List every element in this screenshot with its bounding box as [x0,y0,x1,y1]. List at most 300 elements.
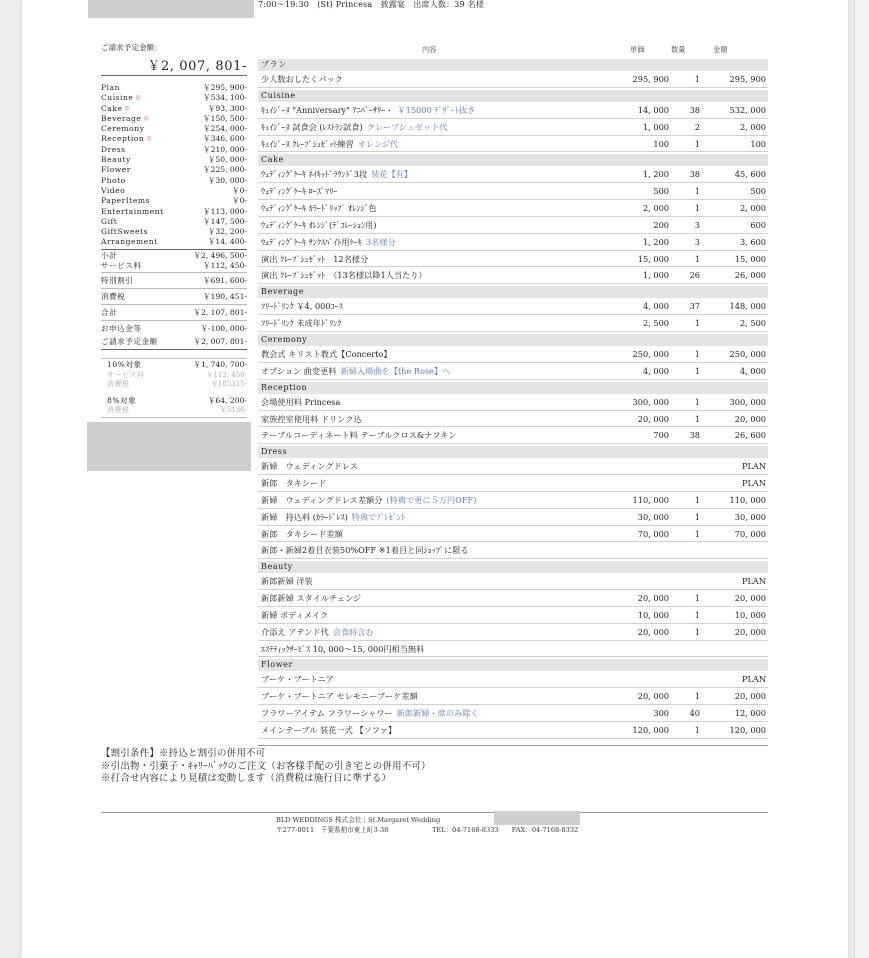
item-amount: 26, 600 [734,430,766,441]
item-qty: 38 [689,430,700,441]
item-qty: 1 [694,528,700,539]
table-row [258,573,768,590]
item-label: ブーケ・ブートニア セレモニーブーケ差額 [261,691,418,702]
item-amount: 110, 000 [729,494,766,505]
category-row [101,165,247,175]
item-label: 新郎新婦 スタイルチェンジ [261,593,362,604]
item-qty: 1 [694,725,700,735]
section-header: Beverage [258,286,768,298]
item-name [261,725,396,736]
item-label: 家族控室使用料 ドリンク込 [261,413,362,424]
table-row [258,671,768,688]
item-amount: 2, 000 [739,121,766,132]
item-label: 新婦 ウェディングドレス [261,461,358,472]
item-amount: PLAN [741,576,766,587]
item-name [261,349,392,360]
item-amount: 20, 000 [734,626,766,637]
item-name [261,512,405,523]
item-qty: 1 [694,413,700,424]
note-line: 【割引条件】※持込と割引の併用不可 [101,748,266,759]
item-price: 4, 000 [642,301,669,312]
item-price: 120, 000 [632,725,669,735]
redacted-area-top [88,0,254,18]
item-name [261,461,358,472]
item-label: オプション 曲変更料 [261,365,337,376]
table-row [258,315,768,332]
table-row [258,705,768,722]
table-row [258,526,768,543]
item-price: 30, 000 [637,511,669,522]
tax8-row: 8%対象 ￥64, 200- [107,395,247,405]
item-amount: 10, 000 [734,609,766,620]
category-row [101,83,247,93]
item-price: 1, 000 [642,270,669,281]
category-value: ￥346, 600- [203,134,247,144]
item-label: ｷｭｲｼﾞｰﾇ "Anniversary" ｱﾆﾊﾞｰｻﾘｰ・ [261,104,394,115]
divider [101,349,247,350]
item-qty: 1 [694,494,700,505]
item-name [261,318,341,329]
category-list [101,83,247,248]
category-row [101,237,247,247]
category-value: ￥295, 900- [203,83,247,92]
item-label: 介添え アテンド代 [261,626,329,637]
category-value: ￥150, 500- [203,113,247,123]
category-label: Cake [101,103,123,113]
item-label: テーブルコーディネート料 テーブルクロス&ナフキン [261,430,457,441]
category-value: ￥254, 000- [203,124,247,134]
item-amount: 100 [750,138,766,149]
item-amount: 148, 000 [729,301,766,312]
header-name: 内容 [422,45,437,54]
item-name [261,270,427,281]
tax-mark-icon: ◎ [124,104,130,112]
item-name [261,627,374,638]
category-label: Arrangement [101,237,158,247]
footer-divider [101,812,768,813]
item-qty: 37 [689,301,700,312]
item-qty: 1 [694,626,700,637]
item-label: 新郎新婦 洋装 [261,576,313,587]
note-line: ※打合せ内容により見積は変動します（消費税は施行日に準ずる） [101,773,392,785]
category-value: ￥14, 400- [207,237,247,247]
company-address: 〒277-0011 千葉県柏市東上町3-38 [276,825,389,834]
item-name [261,576,313,587]
sum-row: 合計 ￥2, 107, 801- [101,308,247,318]
item-note: 装花【有】 [371,169,413,180]
item-label: 少人数おしたくパック [261,74,343,84]
item-qty: 38 [689,169,700,180]
item-price: 250, 000 [632,348,669,359]
item-price: 700 [653,430,669,441]
table-row [258,641,768,658]
item-amount: PLAN [741,478,766,489]
item-amount: 532, 000 [729,104,766,115]
category-row [101,227,247,237]
category-label: Plan [101,83,120,92]
category-label: PaperItems [101,196,150,206]
tax-mark-icon: ◎ [146,135,152,143]
item-name [261,691,418,702]
item-amount: 2, 000 [739,203,766,214]
item-amount: 45, 600 [734,169,766,180]
header-qty: 数量 [671,45,686,54]
item-price: 10, 000 [637,609,669,620]
section-header: Dress [258,446,768,458]
company-footer [276,816,579,835]
note-line: ※引出物・引菓子・ｷｬﾘｰﾊﾞｯｸのご注文（お客様手配の引き宅との併用不可） [101,760,431,772]
item-qty: 38 [689,104,700,115]
item-label: ｳｪﾃﾞｨﾝｸﾞｹｰｷ ﾛｰｽﾞﾏﾘｰ [261,186,338,197]
conditions-notes [101,748,431,786]
header-amount: 金額 [713,45,728,54]
table-row [258,234,768,251]
table-row [258,267,768,284]
item-qty: 1 [694,203,700,214]
item-note: (特典で更に５万円OFF) [386,494,477,505]
category-row [101,176,247,186]
table-row [258,251,768,268]
item-label: ｳｪﾃﾞｨﾝｸﾞｹｰｷ ﾈｲｷｯﾄﾞﾗｳﾝﾄﾞ3段 [261,169,368,180]
item-name [261,545,469,556]
item-amount: 15, 000 [734,253,766,264]
category-row [101,104,247,114]
estimate-table [258,42,768,746]
item-price: 70, 000 [637,528,669,539]
table-row [258,475,768,492]
item-price: 14, 000 [637,104,669,115]
section-header: Flower [258,659,768,671]
item-price: 20, 000 [637,593,669,604]
billing-summary [101,42,247,419]
table-end-rule [258,745,768,746]
item-qty: 1 [694,348,700,359]
item-price: 110, 000 [632,494,669,505]
item-name [261,644,424,655]
item-name [261,366,450,377]
divider [101,272,247,273]
table-row [258,346,768,363]
section-header: Ceremony [258,334,768,346]
tax10-tax-row: 消費税 ￥185315- [107,380,247,389]
item-name [261,593,361,604]
item-label: ｳｪﾃﾞｨﾝｸﾞｹｰｷ ｻﾝｸｽﾊﾞｲﾄ用ｹｰｷ [261,236,362,247]
item-price: 200 [653,219,669,230]
item-qty: 1 [694,138,700,149]
item-amount: 250, 000 [729,348,766,359]
item-name [261,610,328,621]
item-label: 新婦 持込料 (ｶﾗｰﾄﾞﾚｽ) [261,511,348,522]
category-row [101,93,247,103]
section-header: Cake [258,154,768,166]
item-amount: 20, 000 [734,691,766,702]
table-row [258,542,768,559]
item-price: 20, 000 [637,626,669,637]
category-row [101,145,247,155]
item-name [261,674,334,685]
item-note: 3名様分 [365,236,396,247]
category-value: ￥147, 500- [203,216,247,226]
item-qty: 1 [694,186,700,197]
tax8-tax-row: 消費税 ￥5136- [107,406,247,415]
item-amount: 2, 500 [739,318,766,329]
item-label: ｳｪﾃﾞｨﾝｸﾞｹｰｷ ｶﾗｰﾄﾞﾘｯﾌﾟ ｵﾚﾝｼﾞ色 [261,203,377,214]
item-label: ｴｽﾃﾃｨｯｸｻｰﾋﾞｽ 10, 000〜15, 000円相当無料 [261,643,425,654]
redacted-area-footer [494,811,580,825]
category-label: Reception [101,134,145,144]
category-label: Gift [101,216,118,226]
item-qty: 2 [694,121,700,132]
item-label: フラワーアイテム フラワーシャワー [261,708,393,719]
service-row: サービス料 ￥112, 450- [101,261,247,271]
item-note: クレープシュゼット代 [366,121,448,132]
item-label: ﾌﾘｰﾄﾞﾘﾝｸ 未成年ﾄﾞﾘﾝｸ [261,318,342,329]
item-qty: 1 [694,609,700,620]
item-price: 100 [653,138,669,149]
item-name [261,237,396,248]
category-label: Ceremony [101,124,145,134]
item-price: 20, 000 [637,413,669,424]
item-price: 300, 000 [632,396,669,407]
item-amount: 26, 000 [734,270,766,281]
table-row [258,509,768,526]
category-label: Flower [101,165,131,175]
category-row [101,124,247,134]
item-label: ｷｭｲｼﾞｰﾇ 試食会 (ﾚｽﾄﾗﾝ試食) [261,121,363,132]
table-row [258,71,768,88]
item-name [261,203,377,214]
item-name [261,430,457,441]
category-value: ￥534, 100- [203,93,247,103]
category-label: GiftSweets [101,227,148,237]
category-row [101,134,247,144]
item-price: 1, 000 [642,121,669,132]
billing-total: ￥2, 007, 801- [147,59,247,74]
item-name [261,220,376,231]
item-qty: 40 [689,708,700,719]
company-name: BLD WEDDINGS 株式会社｜St.Margaret Wedding [276,816,441,824]
item-qty: 26 [689,270,700,281]
item-name [261,186,337,197]
item-amount: 600 [750,219,766,230]
category-label: Dress [101,144,126,154]
item-label: メインテーブル 装花一式 【ソファ】 [261,725,397,735]
item-name [261,495,476,506]
category-row [101,155,247,165]
company-phone: TEL：04-7168-8333 FAX：04-7168-8332 [432,825,579,834]
table-row [258,394,768,411]
tax-mark-icon: ◎ [143,114,149,122]
item-name [261,478,326,489]
item-amount: 295, 900 [729,74,766,84]
item-label: 教会式 キリスト教式【Concerto】 [261,348,392,359]
category-label: Beauty [101,155,131,165]
item-qty: 3 [694,236,700,247]
category-value: ￥0- [232,196,247,206]
item-price: 2, 000 [642,203,669,214]
item-name [261,397,340,408]
item-amount: PLAN [741,674,766,685]
item-price: 500 [653,186,669,197]
item-amount: 3, 600 [739,236,766,247]
item-note: ￥15000 ﾃﾞｻﾞｰﾄ抜き [397,104,476,115]
table-row [258,411,768,428]
divider [101,288,247,289]
category-value: ￥30, 000- [207,175,247,185]
item-price: 1, 200 [642,236,669,247]
item-label: ｷｭｲｼﾞｰﾇ ｸﾚｰﾌﾟｼｭｾﾞｯﾄ練習 [261,138,354,149]
tax-mark-icon: ◎ [135,94,141,102]
item-qty: 1 [694,691,700,702]
item-amount: 20, 000 [734,593,766,604]
item-qty: 1 [694,74,700,84]
category-label: Cuisine [101,93,134,103]
item-note: 会食時含む [332,626,374,637]
section-header: Reception [258,382,768,394]
table-row [258,217,768,234]
header-price: 単価 [630,45,645,54]
tax10-row: 10%対象 ￥1, 740, 700- [107,360,247,370]
table-header [258,42,768,57]
item-name [261,301,343,312]
item-label: 新郎 タキシード [261,478,327,489]
item-qty: 1 [694,253,700,264]
table-row [258,607,768,624]
table-row [258,427,768,444]
subtotal-row: 小計 ￥2, 496, 500- [101,250,247,260]
item-qty: 1 [694,318,700,329]
table-row [258,590,768,607]
item-amount: 300, 000 [729,396,766,407]
item-price: 300 [653,708,669,719]
item-qty: 1 [694,365,700,376]
category-value: ￥50, 000- [207,155,247,165]
item-name [261,708,479,719]
category-row [101,114,247,124]
item-amount: 120, 000 [729,725,766,735]
item-qty: 1 [694,593,700,604]
item-price: 15, 000 [637,253,669,264]
item-price: 4, 000 [642,365,669,376]
table-row [258,119,768,136]
category-row [101,196,247,206]
table-row [258,200,768,217]
category-row [101,186,247,196]
tax-row: 消費税 ￥190, 451- [101,292,247,302]
section-header: Beauty [258,561,768,573]
divider [101,358,247,359]
item-name [261,105,475,116]
item-label: 新郎・新婦2着目衣装50%OFF ※1着目と同ｼｮｯﾌﾟに限る [261,545,469,556]
item-amount: 12, 000 [734,708,766,719]
item-label: ﾌﾘｰﾄﾞﾘﾝｸ ￥4, 000ｺｰｽ [261,301,343,312]
item-price: 295, 900 [632,74,669,84]
item-amount: 30, 000 [734,511,766,522]
section-header: プラン [258,59,768,71]
category-label: Entertainment [101,206,164,216]
category-label: Video [101,185,126,195]
item-name [261,169,412,180]
category-value: ￥93, 300- [207,103,247,113]
item-label: 新婦 ボディメイク [261,609,329,620]
item-amount: 70, 000 [734,528,766,539]
deposit-row: お申込金等 ￥-100, 000- [101,324,247,334]
category-row [101,207,247,217]
table-row [258,458,768,475]
item-name [261,529,343,540]
item-note: 新婦入場曲を【the Rose】へ [340,365,451,376]
item-label: 新婦 ウェディングドレス差額分 [261,494,383,505]
item-qty: 3 [694,219,700,230]
item-label: ブーケ・ブートニア [261,674,334,685]
item-qty: 1 [694,511,700,522]
category-value: ￥225, 000- [203,165,247,175]
table-row [258,363,768,380]
item-price: 20, 000 [637,691,669,702]
divider [101,320,247,321]
billing-label: ご請求予定金額： [101,43,162,52]
redacted-area-left [87,422,251,471]
item-name [261,254,368,265]
category-label: Photo [101,175,126,185]
item-label: 会場使用料 Princesa [261,396,341,407]
item-note: 特典でﾌﾟﾚｾﾞﾝﾄ [351,511,406,522]
event-header: 7:00〜19:30 (St) Princesa 披露宴 出席人数：39 名様 [258,0,485,9]
category-value: ￥113, 000- [203,206,247,216]
item-name [261,74,343,85]
item-label: 新郎 タキシード差額 [261,528,343,539]
table-row [258,102,768,119]
item-amount: PLAN [741,461,766,472]
category-value: ￥210, 000- [203,144,247,154]
table-row [258,688,768,705]
item-label: ｳｪﾃﾞｨﾝｸﾞｹｰｷ ｵﾚﾝｼﾞ(ﾃﾞｺﾚｰｼｮﾝ用) [261,219,377,230]
category-label: Beverage [101,113,142,123]
table-body [258,59,768,739]
item-price: 1, 200 [642,169,669,180]
table-row [258,492,768,509]
table-row [258,136,768,153]
divider [101,75,247,76]
item-name [261,414,362,425]
table-row [258,166,768,183]
divider [101,249,247,250]
item-qty: 1 [694,396,700,407]
item-price: 2, 500 [642,318,669,329]
discount-row: 特別割引 ￥691, 600- [101,276,247,286]
table-row [258,183,768,200]
item-label: 演出 ｸﾚｰﾌﾟｼｭｾﾞｯﾄ （13名様以降1人当たり） [261,270,427,281]
tax10-service-row: サービス料 ￥112, 450- [107,370,247,379]
table-row [258,624,768,641]
table-row [258,298,768,315]
item-note: オレンジ代 [357,138,399,149]
item-label: 演出 ｸﾚｰﾌﾟｼｭｾﾞｯﾄ 12名様分 [261,253,369,264]
category-row [101,217,247,227]
scrollbar-track[interactable] [854,0,869,958]
item-amount: 20, 000 [734,413,766,424]
billing-row: ご請求予定金額 ￥2, 007, 801- [101,337,247,347]
item-name [261,139,398,150]
divider [101,417,247,418]
divider [101,304,247,305]
item-amount: 4, 000 [739,365,766,376]
table-row [258,722,768,739]
item-name [261,122,447,133]
item-amount: 500 [750,186,766,197]
category-value: ￥32, 200- [207,227,247,237]
category-value: ￥0- [232,185,247,195]
